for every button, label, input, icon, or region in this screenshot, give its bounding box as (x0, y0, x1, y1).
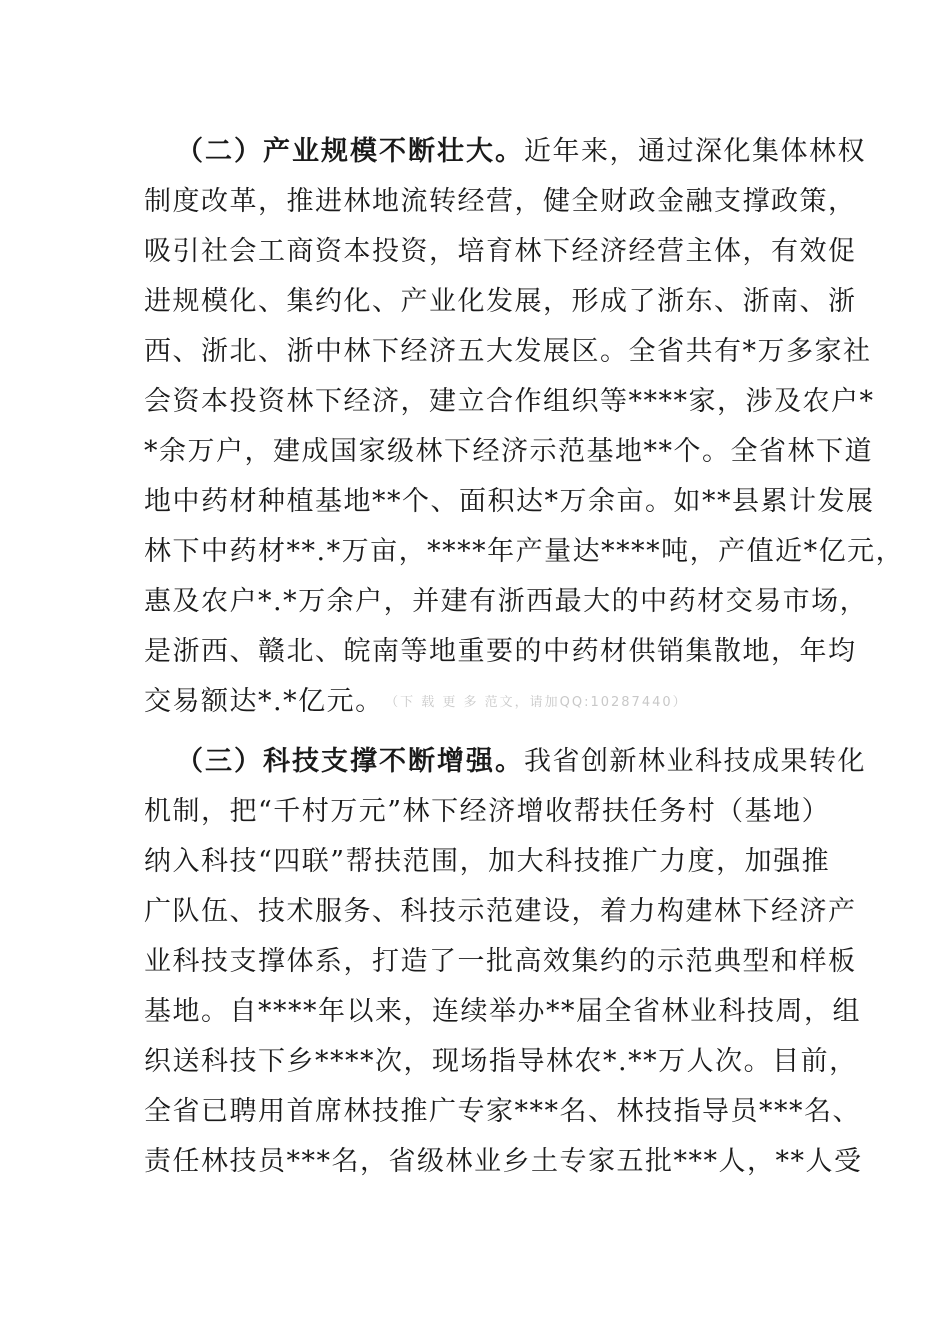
section3-first-line (176, 746, 866, 780)
section2-line: 地中药材种植基地**个、面积达*万余亩。如**县累计发展 (144, 486, 875, 517)
section3-line: 纳入科技“四联”帮扶范围，加大科技推广力度，加强推 (144, 846, 831, 877)
section2-last-line-text: 交易额达*.*亿元。 (144, 686, 384, 717)
section2-line: 林下中药材**.*万亩，****年产量达****吨，产值近*亿元， (144, 536, 905, 567)
section2-line: 会资本投资林下经济，建立合作组织等****家，涉及农户* (144, 386, 875, 417)
section3-line: 广队伍、技术服务、科技示范建设，着力构建林下经济产 (144, 896, 857, 927)
section2-line: 是浙西、赣北、皖南等地重要的中药材供销集散地，年均 (144, 636, 857, 667)
section2-heading: （二）产业规模不断壮大。 (176, 136, 524, 167)
section3-line: 全省已聘用首席林技推广专家***名、林技指导员***名、 (144, 1096, 861, 1127)
section2-line: 进规模化、集约化、产业化发展，形成了浙东、浙南、浙 (144, 286, 857, 317)
section3-heading: （三）科技支撑不断增强。 (176, 746, 524, 777)
section2-line: 惠及农户*.*万余户，并建有浙西最大的中药材交易市场， (144, 586, 869, 617)
section2-first-line (176, 136, 866, 170)
section2-line: *余万户，建成国家级林下经济示范基地**个。全省林下道 (144, 436, 873, 467)
section2-line: 西、浙北、浙中林下经济五大发展区。全省共有*万多家社 (144, 336, 872, 367)
section3-line: 业科技支撑体系，打造了一批高效集约的示范典型和样板 (144, 946, 857, 977)
section3-line: 基地。自****年以来，连续举办**届全省林业科技周，组 (144, 996, 861, 1027)
section3-first-line-text: 我省创新林业科技成果转化 (524, 746, 866, 777)
section2-line: 制度改革，推进林地流转经营，健全财政金融支撑政策， (144, 186, 857, 217)
section3-line: 责任林技员***名，省级林业乡土专家五批***人，**人受 (144, 1146, 863, 1177)
section3-line: 机制，把“千村万元”林下经济增收帮扶任务村（基地） (144, 796, 831, 827)
section3-line: 织送科技下乡****次，现场指导林农*.**万人次。目前， (144, 1046, 858, 1077)
section2-first-line-text: 近年来，通过深化集体林权 (524, 136, 866, 167)
section2-last-line (144, 686, 824, 720)
section2-line: 吸引社会工商资本投资，培育林下经济经营主体，有效促 (144, 236, 857, 267)
watermark-text: （下 载 更 多 范文，请加QQ:10287440） (391, 694, 688, 710)
